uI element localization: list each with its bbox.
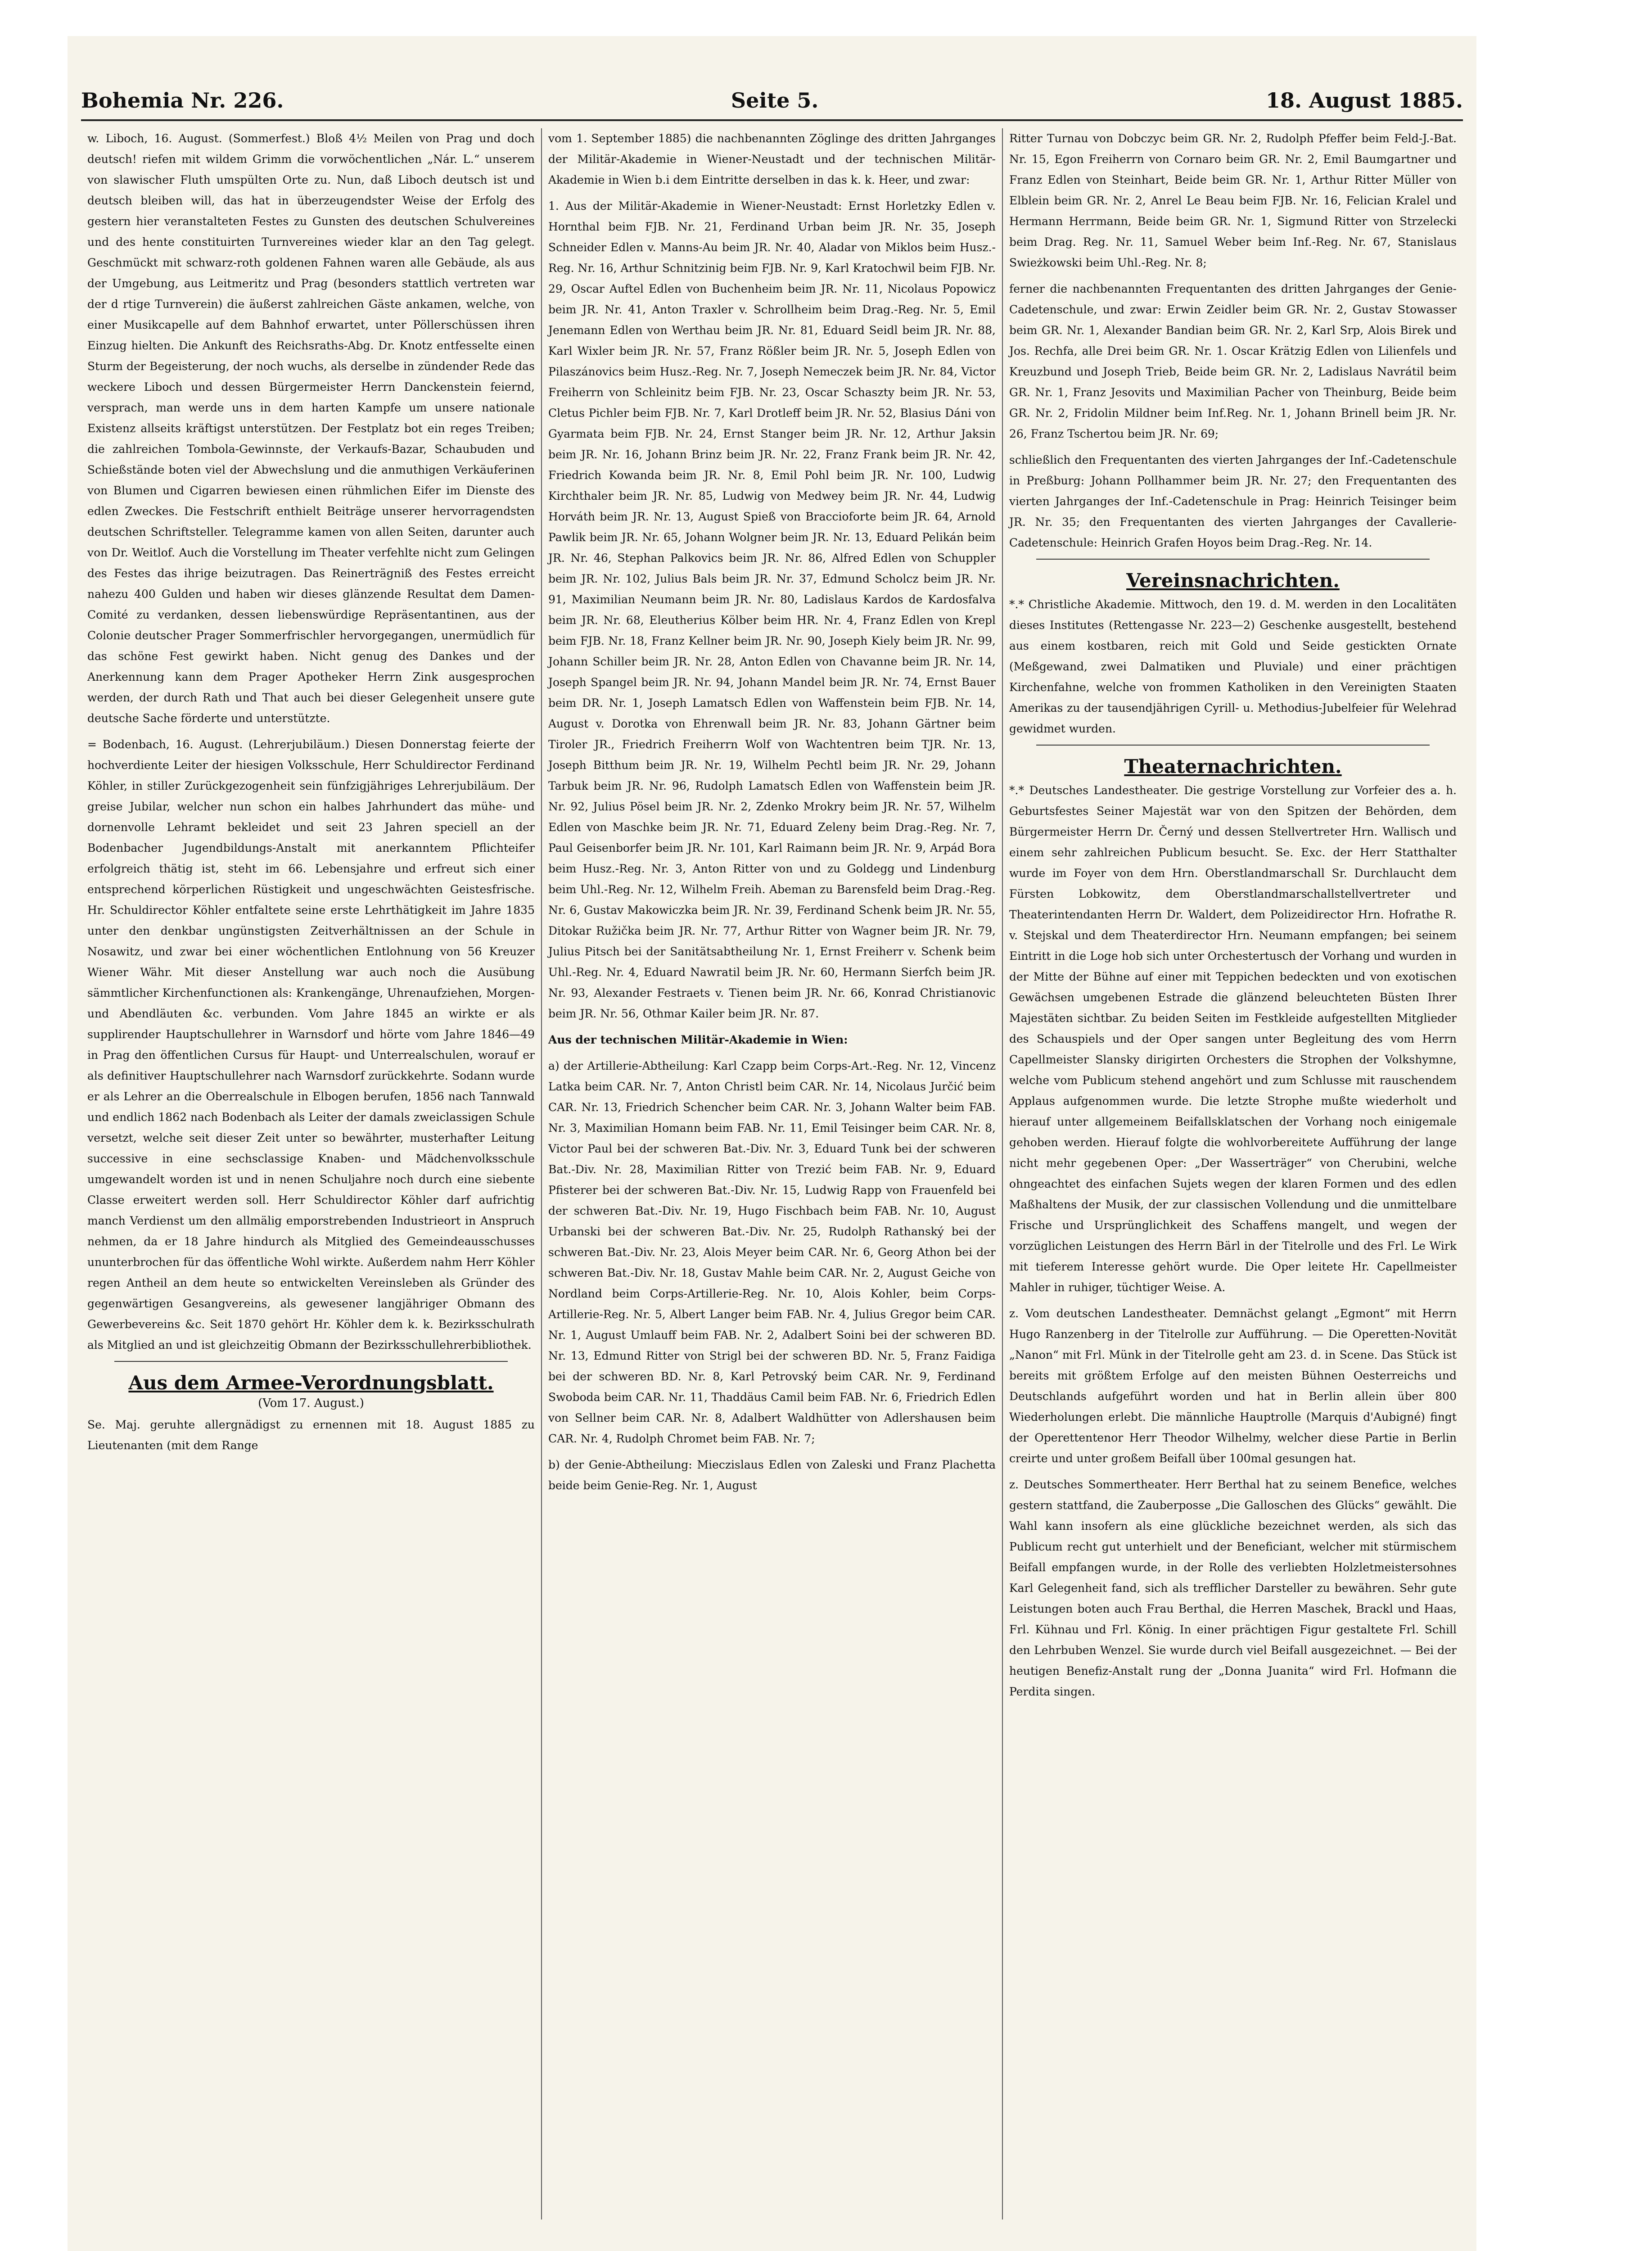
- article-sommertheater: z. Deutsches Sommertheater. Herr Berthal hat zu seinem Benefice, welches gestern stattfand, die Zauberposse „Die Galloschen des Glücks“ gewählt. Die Wahl kann insofern als eine glückliche bezeichnet werden, als sich das Publicum recht gut unterhielt und der Beneficiant, welcher mit stürmischem Beifall empfangen wurde, in der Rolle des verliebten Holzletmeistersohnes Karl Gelegenheit fand, sich als trefflicher Darsteller zu bewähren. Sehr gute Leistungen boten auch Frau Berthal, die Herren Maschek, Brackl und Haas, Frl. Kühnau und Frl. König. In einer prächtigen Figur gestaltete Frl. Schill den Lehrbuben Wenzel. Sie wurde durch viel Beifall ausgezeichnet. — Bei der heutigen Benefiz-Anstalt rung der „Donna Juanita“ wird Frl. Hofmann die Perdita singen.: [1009, 1478, 1457, 1698]
- page-header: [81, 77, 1463, 113]
- article-bodenbach: = Bodenbach, 16. August. (Lehrerjubiläum.) Diesen Donnerstag feierte der hochverdiente Leiter der hiesigen Volksschule, Herr Schuldirector Ferdinand Köhler, in stiller Zurückgezogenheit sein fünfzigjähriges Lehrerjubiläum. Der greise Jubilar, welcher nun schon ein halbes Jahrhundert das mühe- und dornenvolle Lehramt bekleidet und seit 23 Jahren speciell an der Bodenbacher Jugendbildungs-Anstalt mit anerkanntem Pflichteifer erfolgreich thätig ist, steht im 66. Lebensjahre und erfreut sich einer entsprechend körperlichen Rüstigkeit und ungeschwächten Geistesfrische. Hr. Schuldirector Köhler entfaltete seine erste Lehrthätigkeit im Jahre 1835 unter den denkbar ungünstigsten Zeitverhältnissen an der Schule in Nosawitz, und zwar bei einer wöchentlichen Entlohnung von 56 Kreuzer Wiener Währ. Mit dieser Anstellung war auch noch die Ausübung sämmtlicher Kirchenfunctionen als: Krankengänge, Uhrenaufziehen, Morgen- und Abendläuten &c. verbunden. Vom Jahre 1845 an wirkte er als supplirender Hauptschullehrer in Warnsdorf und hörte vom Jahre 1846—49 in Prag den öffentlichen Cursus für Haupt- und Unterrealschulen, worauf er als definitiver Hauptschullehrer nach Warnsdorf zurückkehrte. Sodann wurde er als Lehrer an die Oberrealschule in Elbogen berufen, 1856 nach Tannwald und endlich 1862 nach Bodenbach als Leiter der damals zweiclassigen Schule versetzt, welche seit dieser Zeit unter so bewährter, musterhafter Leitung successive in eine sechsclassige Knaben- und Mädchenvolksschule umgewandelt worden ist und in nenen Schuljahre noch durch eine siebente Classe erweitert werden soll. Herr Schuldirector Köhler darf aufrichtig manch Verdienst um den allmälig emporstrebenden Industrieort in Anspruch nehmen, da er 18 Jahre hindurch als Mitglied des Gemeindeausschusses ununterbrochen für das öffentliche Wohl wirkte. Außerdem nahm Herr Köhler regen Antheil an dem heute so entwickelten Vereinsleben als Gründer des gegenwärtigen Gesangvereins, als gewesener langjähriger Obmann des Gewerbevereins &c. Seit 1870 gehört Hr. Köhler dem k. k. Bezirksschulrath als Mitglied an und ist gleichzeitig Obmann der Bezirksschullehrerbibliothek.: [87, 738, 535, 1352]
- section-title-armee: Aus dem Armee-Verordnungsblatt.: [128, 1372, 494, 1394]
- armee-list-genie: b) der Genie-Abtheilung: Mieczislaus Edlen von Zaleski und Franz Plachetta beide beim Genie-Reg. Nr. 1, August: [548, 1458, 996, 1492]
- columns: [81, 128, 1463, 2219]
- article-christliche-akademie: *.* Christliche Akademie. Mittwoch, den 19. d. M. werden in den Localitäten dieses Institutes (Rettengasse Nr. 223—2) Geschenke ausgestellt, bestehend aus einem kostbaren, reich mit Gold und Seide gestickten Ornate (Meßgewand, zwei Dalmatiken und Pluviale) und einer prächtigen Kirchenfahne, welche von frommen Katholiken in den Vereinigten Staaten Amerikas zu der tausendjährigen Cyrill- u. Methodius-Jubelfeier für Welehrad gewidmet wurden.: [1009, 598, 1457, 735]
- section-divider: [1036, 559, 1430, 560]
- newspaper-page: [68, 36, 1476, 2251]
- column-3: [1002, 128, 1463, 2219]
- column-2: [541, 128, 1002, 2219]
- armee-list-continued: Ritter Turnau von Dobczyc beim GR. Nr. 2, Rudolph Pfeffer beim Feld-J.-Bat. Nr. 15, Egon Freiherrn von Cornaro beim GR. Nr. 2, Emil Baumgartner und Franz Edlen von Steinhart, Beide beim GR. Nr. 1, Arthur Ritter Müller von Elblein beim GR. Nr. 2, Anrel Le Beau beim FJB. Nr. 16, Felician Kralel und Hermann Herrmann, Beide beim GR. Nr. 1, Sigmund Ritter von Strzelecki beim Drag. Reg. Nr. 11, Samuel Weber beim Inf.-Reg. Nr. 67, Stanislaus Swieżkowski beim Uhl.-Reg. Nr. 8;: [1009, 132, 1457, 269]
- armee-list-final: schließlich den Frequentanten des vierten Jahrganges der Inf.-Cadetenschule in Preßburg: Johann Pollhammer beim JR. Nr. 27; den Frequentanten des vierten Jahrganges der Inf.-Cadetenschule in Prag: Heinrich Teisinger beim JR. Nr. 35; den Frequentanten des vierten Jahrganges der Cavallerie-Cadetenschule: Heinrich Grafen Hoyos beim Drag.-Reg. Nr. 14.: [1009, 453, 1457, 549]
- subhead-technical-academy: Aus der technischen Militär-Akademie in Wien:: [548, 1033, 848, 1046]
- article-vom-landestheater: z. Vom deutschen Landestheater. Demnächst gelangt „Egmont“ mit Herrn Hugo Ranzenberg in der Titelrolle zur Aufführung. — Die Operetten-Novität „Nanon“ mit Frl. Münk in der Titelrolle geht am 23. d. in Scene. Das Stück ist bereits mit größtem Erfolge auf den meisten Bühnen Oesterreichs und Deutschlands aufgeführt worden und hat in Berlin allein über 800 Wiederholungen erlebt. Die männliche Hauptrolle (Marquis d'Aubigné) fingt der Operettentenor Herr Theodor Wilhelmy, welcher diese Partie in Berlin creirte und unter großem Beifall über 100mal gesungen hat.: [1009, 1307, 1457, 1465]
- section-title-vereine: Vereinsnachrichten.: [1126, 570, 1340, 592]
- column-1: [81, 128, 541, 2219]
- armee-list-artillerie: a) der Artillerie-Abtheilung: Karl Czapp beim Corps-Art.-Reg. Nr. 12, Vincenz Latka beim CAR. Nr. 7, Anton Christl beim CAR. Nr. 14, Nicolaus Jurčić beim CAR. Nr. 13, Friedrich Schencher beim CAR. Nr. 3, Johann Walter beim FAB. Nr. 3, Maximilian Homann beim FAB. Nr. 11, Emil Teisinger beim CAR. Nr. 8, Victor Paul bei der schweren Bat.-Div. Nr. 3, Eduard Tunk bei der schweren Bat.-Div. Nr. 28, Maximilian Ritter von Trezić beim FAB. Nr. 9, Eduard Pfisterer bei der schweren Bat.-Div. Nr. 15, Ludwig Rapp von Frauenfeld bei der schweren Bat.-Div. Nr. 19, Hugo Fischbach beim FAB. Nr. 10, August Urbanski bei der schweren Bat.-Div. Nr. 25, Rudolph Rathanský bei der schweren Bat.-Div. Nr. 23, Alois Meyer beim CAR. Nr. 6, Georg Athon bei der schweren Bat.-Div. Nr. 18, Gustav Mahle beim CAR. Nr. 2, August Geiche von Nordland beim Corps-Artillerie-Reg. Nr. 10, Alois Kohler, beim Corps-Artillerie-Reg. Nr. 5, Albert Langer beim FAB. Nr. 4, Julius Gregor beim CAR. Nr. 1, August Umlauff beim FAB. Nr. 2, Adalbert Soini bei der schweren BD. Nr. 13, Edmund Ritter von Strigl bei der schweren BD. Nr. 5, Franz Faidiga bei der schweren BD. Nr. 8, Karl Petrovský beim CAR. Nr. 9, Ferdinand Swoboda beim CAR. Nr. 11, Thaddäus Camil beim FAB. Nr. 6, Friedrich Edlen von Sellner beim CAR. Nr. 8, Adalbert Waldhütter von Adlershausen beim CAR. Nr. 4, Rudolph Chromet beim FAB. Nr. 7;: [548, 1059, 996, 1445]
- header-rule: [81, 119, 1463, 121]
- armee-list-wiener-neustadt: 1. Aus der Militär-Akademie in Wiener-Neustadt: Ernst Horletzky Edlen v. Hornthal beim FJB. Nr. 21, Ferdinand Urban beim JR. Nr. 35, Joseph Schneider Edlen v. Manns-Au beim JR. Nr. 40, Aladar von Miklos beim Husz.-Reg. Nr. 16, Arthur Schnitzinig beim FJB. Nr. 9, Karl Kratochwil beim FJB. Nr. 29, Oscar Auftel Edlen von Buchenheim beim JR. Nr. 11, Nicolaus Popowicz beim JR. Nr. 41, Anton Traxler v. Schrollheim beim Drag.-Reg. Nr. 5, Emil Jenemann Edlen von Werthau beim JR. Nr. 81, Eduard Seidl beim JR. Nr. 88, Karl Wixler beim JR. Nr. 57, Franz Rößler beim JR. Nr. 5, Joseph Edlen von Pilaszánovics beim Husz.-Reg. Nr. 7, Joseph Nemeczek beim JR. Nr. 84, Victor Freiherrn von Schleinitz beim FJB. Nr. 23, Oscar Schaszty beim JR. Nr. 53, Cletus Pichler beim FJB. Nr. 7, Karl Drotleff beim JR. Nr. 52, Blasius Dáni von Gyarmata beim FJB. Nr. 24, Ernst Stanger beim JR. Nr. 12, Arthur Jaksin beim JR. Nr. 16, Johann Brinz beim JR. Nr. 22, Franz Frank beim JR. Nr. 42, Friedrich Kowanda beim JR. Nr. 8, Emil Pohl beim JR. Nr. 100, Ludwig Kirchthaler beim JR. Nr. 85, Ludwig von Medwey beim JR. Nr. 44, Ludwig Horváth beim JR. Nr. 13, August Spieß von Braccioforte beim JR. 64, Arnold Pawlik beim JR. Nr. 65, Johann Wolgner beim JR. Nr. 13, Eduard Pelikán beim JR. Nr. 46, Stephan Palkovics beim JR. Nr. 86, Alfred Edlen von Schuppler beim JR. Nr. 102, Julius Bals beim JR. Nr. 37, Edmund Scholcz beim JR. Nr. 91, Maximilian Neumann beim JR. Nr. 80, Ladislaus Kardos de Kardosfalva beim JR. Nr. 68, Eleutherius Kölber beim HR. Nr. 4, Franz Edlen von Krepl beim FJB. Nr. 18, Franz Kellner beim JR. Nr. 90, Joseph Kiely beim JR. Nr. 99, Johann Schiller beim JR. Nr. 28, Anton Edlen von Chavanne beim JR. Nr. 14, Joseph Spangel beim JR. Nr. 94, Johann Mandel beim JR. Nr. 74, Ernst Bauer beim DR. Nr. 1, Joseph Lamatsch Edlen von Waffenstein beim FJB. Nr. 14, August v. Dorotka von Ehrenwall beim JR. Nr. 83, Johann Gärtner beim Tiroler JR., Friedrich Freiherrn Wolf von Wachtentren beim TJR. Nr. 13, Joseph Bitthum beim JR. Nr. 19, Wilhelm Pechtl beim JR. Nr. 29, Johann Tarbuk beim JR. Nr. 96, Rudolph Lamatsch Edlen von Waffenstein beim JR. Nr. 92, Julius Pösel beim JR. Nr. 2, Zdenko Mrokry beim JR. Nr. 57, Wilhelm Edlen von Maschke beim JR. Nr. 71, Eduard Zeleny beim Drag.-Reg. Nr. 7, Paul Geisenborfer beim JR. Nr. 101, Karl Raimann beim JR. Nr. 9, Arpád Bora beim Husz.-Reg. Nr. 3, Anton Ritter von und zu Goldegg und Lindenburg beim Uhl.-Reg. Nr. 12, Wilhelm Freih. Abeman zu Barensfeld beim Drag.-Reg. Nr. 6, Gustav Makowiczka beim JR. Nr. 39, Ferdinand Schenk beim JR. Nr. 55, Ditokar Ružička beim JR. Nr. 77, Arthur Ritter von Wagner beim JR. Nr. 79, Julius Pitsch bei der Sanitätsabtheilung Nr. 1, Ernst Freiherr v. Schenk beim Uhl.-Reg. Nr. 4, Eduard Nawratil beim JR. Nr. 60, Hermann Sierfch beim JR. Nr. 93, Alexander Festraets v. Tienen beim JR. Nr. 66, Konrad Christianovic beim JR. Nr. 56, Othmar Kailer beim JR. Nr. 87.: [548, 199, 996, 1020]
- section-subtitle-armee: (Vom 17. August.): [258, 1397, 364, 1410]
- header-issue: Bohemia Nr. 226.: [81, 88, 284, 113]
- header-date: 18. August 1885.: [1265, 88, 1463, 113]
- section-title-theater: Theaternachrichten.: [1124, 755, 1342, 777]
- section-divider: [1036, 745, 1430, 746]
- article-liboch: w. Liboch, 16. August. (Sommerfest.) Bloß 4½ Meilen von Prag und doch deutsch! riefen mit wildem Grimm die vorwöchentlichen „Nár. L.“ unserem von slawischer Fluth umspülten Orte zu. Nun, daß Liboch deutsch ist und deutsch bleiben will, das hat in überzeugendster Weise der Erfolg des gestern hier veranstalteten Festes zu Gunsten des deutschen Schulvereines und des hente constituirten Turnvereines wieder klar an den Tag gelegt. Geschmückt mit schwarz-roth goldenen Fahnen waren alle Gebäude, als aus der Umgebung, aus Leitmeritz und Prag (besonders stattlich vertreten war der d rtige Turnverein) die äußerst zahlreichen Gäste ankamen, welche, von einer Musikcapelle auf dem Bahnhof erwartet, unter Pöllerschüssen ihren Einzug hielten. Die Ankunft des Reichsraths-Abg. Dr. Knotz entfesselte einen Sturm der Begeisterung, der noch wuchs, als derselbe in zündender Rede das weckere Liboch und dessen Bürgermeister Herrn Danckenstein feiernd, versprach, man werde uns in dem harten Kampfe um unsere nationale Existenz allseits kräftigst unterstützen. Der Festplatz bot ein reges Treiben; die zahlreichen Tombola-Gewinnste, der Verkaufs-Bazar, Schaubuden und Schießstände boten viel der Abwechslung und die anmuthigen Verkäuferinen von Blumen und Cigarren bewiesen einen rühmlichen Eifer im Dienste des edlen Zweckes. Die Festschrift enthielt Beiträge unserer hervorragendsten deutschen Schriftsteller. Telegramme kamen von allen Seiten, darunter auch von Dr. Weitlof. Auch die Vorstellung im Theater verfehlte nicht zum Gelingen des Festes das ihrige beizutragen. Das Reinerträgniß des Festes erreicht nahezu 400 Gulden und haben wir dieses glänzende Resultat dem Damen-Comité zu verdanken, dessen liebenswürdige Repräsentantinen, aus der Colonie deutscher Prager Sommerfrischler hervorgegangen, unermüdlich für das schöne Fest gewirkt haben. Nicht genug des Dankes und der Anerkennung kann dem Prager Apotheker Herrn Zink ausgesprochen werden, der durch Rath und That auch bei dieser Gelegenheit unsere gute deutsche Sache förderte und unterstützte.: [87, 132, 535, 725]
- article-armee-intro: Se. Maj. geruhte allergnädigst zu ernennen mit 18. August 1885 zu Lieutenanten (mit dem Range: [87, 1418, 535, 1452]
- armee-list-cadets: ferner die nachbenannten Frequentanten des dritten Jahrganges der Genie-Cadetenschule, und zwar: Erwin Zeidler beim GR. Nr. 2, Gustav Stowasser beim GR. Nr. 1, Alexander Bandian beim GR. Nr. 2, Karl Srp, Alois Birek und Jos. Rechfa, alle Drei beim GR. Nr. 1. Oscar Krätzig Edlen von Lilienfels und Kreuzbund und Joseph Trieb, Beide beim GR. Nr. 2, Ladislaus Navrátil beim GR. Nr. 1, Franz Jesovits und Maximilian Pacher von Theinburg, Beide beim GR. Nr. 2, Fridolin Mildner beim Inf.Reg. Nr. 1, Johann Brinell beim JR. Nr. 26, Franz Tschertou beim JR. Nr. 69;: [1009, 282, 1457, 440]
- armee-continued: vom 1. September 1885) die nachbenannten Zöglinge des dritten Jahrganges der Militär-Akademie in Wiener-Neustadt und der technischen Militär-Akademie in Wien b.i dem Eintritte derselben in das k. k. Heer, und zwar:: [548, 132, 996, 186]
- section-divider: [114, 1361, 508, 1362]
- header-page-number: Seite 5.: [731, 88, 819, 113]
- article-landestheater: *.* Deutsches Landestheater. Die gestrige Vorstellung zur Vorfeier des a. h. Geburtsfestes Seiner Majestät war von den Spitzen der Behörden, dem Bürgermeister Herrn Dr. Černý und dessen Stellvertreter Hrn. Wallisch und einem sehr zahlreichen Publicum besucht. Se. Exc. der Herr Statthalter wurde im Foyer von dem Hrn. Oberstlandmarschall Sr. Durchlaucht dem Fürsten Lobkowitz, dem Oberstlandmarschallstellvertreter und Theaterintendanten Herrn Dr. Waldert, dem Polizeidirector Hrn. Hofrathe R. v. Stejskal und dem Theaterdirector Hrn. Neumann empfangen; bei seinem Eintritt in die Loge hob sich unter Orchestertusch der Vorhang und wurden in der Mitte der Bühne auf einer mit Teppichen bedeckten und von exotischen Gewächsen umgebenen Estrade die glänzend beleuchteten Büsten Ihrer Majestäten sichtbar. Zu beiden Seiten im Festkleide aufgestellten Mitglieder des Schauspiels und der Oper sangen unter Begleitung des vom Herrn Capellmeister Slansky dirigirten Orchesters die Strophen der Volkshymne, welche vom Publicum stehend angehört und zum Schlusse mit rauschendem Applaus aufgenommen wurde. Die letzte Strophe mußte wiederholt und hierauf unter allgemeinem Beifallsklatschen der Vorhang noch einigemale gehoben werden. Hierauf folgte die wohlvorbereitete Aufführung der lange nicht mehr gegebenen Oper: „Der Wasserträger“ von Cherubini, welche ohngeachtet des einfachen Sujets wegen der klaren Formen und des edlen Maßhaltens der Musik, der zur classischen Vollendung und die unmittelbare Frische und Ursprünglichkeit des Schaffens mangelt, und wegen der vorzüglichen Leistungen des Herrn Bärl in der Titelrolle und des Frl. Le Wirk mit tieferem Interesse gehört wurde. Die Oper leitete Hr. Capellmeister Mahler in ruhiger, tüchtiger Weise. A.: [1009, 784, 1457, 1294]
